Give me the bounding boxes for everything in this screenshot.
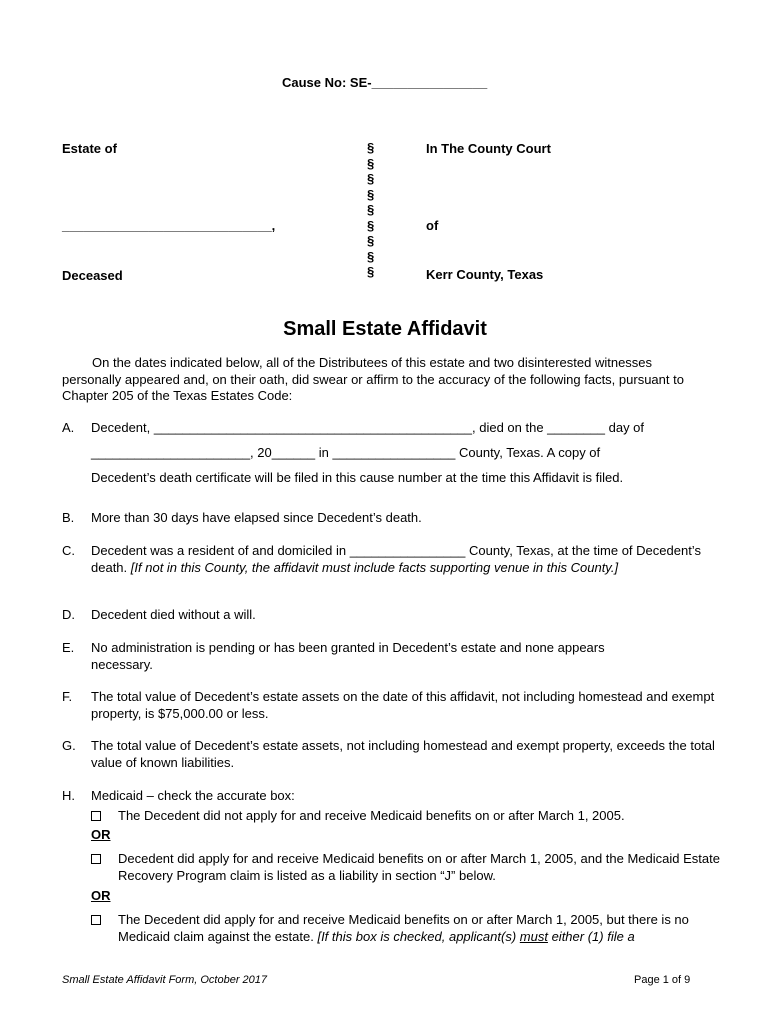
checkbox-icon[interactable]: [91, 854, 101, 864]
item-g-text: The total value of Decedent’s estate assets, not including homestead and exempt property, exceeds the total value of known liabilities.: [91, 738, 715, 770]
decedent-name-blank: _____________________________,: [62, 218, 276, 233]
item-letter: A.: [62, 420, 75, 435]
checkbox-icon[interactable]: [91, 811, 101, 821]
court-label: In The County Court: [426, 141, 551, 156]
section-symbol: §: [367, 248, 375, 264]
estate-of-label: Estate of: [62, 141, 117, 156]
deceased-label: Deceased: [62, 268, 123, 283]
item-b-text: More than 30 days have elapsed since Decedent’s death.: [91, 510, 422, 525]
item-e: [62, 640, 722, 674]
option-3-body: [118, 912, 728, 945]
item-letter: B.: [62, 510, 75, 525]
item-c-body: [91, 543, 721, 576]
of-label: of: [426, 218, 439, 233]
item-letter: E.: [62, 640, 75, 655]
item-a-line-2: ______________________, 20______ in _________________ County, Texas. A copy of: [91, 445, 601, 460]
option-3-note-b: either (1) file a: [551, 928, 635, 944]
checkbox-option-3[interactable]: [91, 912, 101, 929]
footer-page-number: Page 1 of 9: [634, 974, 691, 986]
checkbox-option-2[interactable]: [91, 851, 101, 868]
item-c-text: Decedent was a resident of and domiciled in ________________ County, Texas, at the time of Decedent’s death.: [91, 543, 701, 575]
medicaid-option-3[interactable]: [91, 912, 731, 946]
footer-form-name: Small Estate Affidavit Form, October 2017: [62, 974, 268, 986]
item-a: [62, 420, 722, 490]
section-symbol-column: [367, 140, 379, 280]
item-c: [62, 543, 722, 593]
option-3-must: must: [519, 928, 548, 944]
section-symbol: §: [367, 233, 375, 248]
section-symbol: §: [367, 217, 375, 233]
section-symbol: §: [367, 155, 375, 171]
option-3-text: The Decedent did apply for and receive Medicaid benefits on or after March 1, 2005, but there is no Medicaid claim against the estate.: [118, 912, 689, 944]
section-symbol: §: [367, 202, 375, 217]
section-symbol: §: [367, 140, 375, 155]
item-f: [62, 689, 722, 723]
intro-paragraph: On the dates indicated below, all of the Distributees of this estate and two disinterested witnesses personally appeared and, on their oath, did swear or affirm to the accuracy of the following facts, pursuant to Chapter 205 of the Texas Estates Code:: [62, 355, 684, 403]
item-c-note: [If not in this County, the affidavit must include facts supporting venue in this County.]: [130, 559, 619, 575]
or-separator: OR: [91, 888, 111, 903]
item-a-line-3: Decedent’s death certificate will be filed in this cause number at the time this Affidavit is filed.: [91, 470, 624, 485]
option-1-text: The Decedent did not apply for and receive Medicaid benefits on or after March 1, 2005.: [118, 808, 625, 823]
section-symbol: §: [367, 186, 375, 202]
item-f-text: The total value of Decedent’s estate assets on the date of this affidavit, not including homestead and exempt property, is $75,000.00 or less.: [91, 689, 715, 721]
cause-number: Cause No: SE-________________: [282, 75, 488, 90]
option-3-note-a: [If this box is checked, applicant(s): [317, 928, 517, 944]
section-symbol: §: [367, 171, 375, 186]
item-a-line-1: Decedent, ____________________________________________, died on the ________ day of: [91, 420, 645, 435]
item-g: [62, 738, 722, 772]
item-b: [62, 510, 722, 528]
item-letter: H.: [62, 788, 75, 803]
medicaid-option-1[interactable]: [91, 808, 731, 826]
checkbox-option-1[interactable]: [91, 808, 101, 825]
checkbox-icon[interactable]: [91, 915, 101, 925]
item-letter: D.: [62, 607, 75, 622]
or-separator: OR: [91, 827, 111, 842]
item-letter: C.: [62, 543, 75, 558]
section-symbol: §: [367, 264, 375, 279]
medicaid-option-2[interactable]: [91, 851, 731, 885]
document-title: Small Estate Affidavit: [283, 318, 487, 340]
item-letter: G.: [62, 738, 76, 753]
item-e-text: No administration is pending or has been granted in Decedent’s estate and none appears necessary.: [91, 640, 605, 672]
item-d-text: Decedent died without a will.: [91, 607, 256, 622]
item-h-text: Medicaid – check the accurate box:: [91, 788, 295, 803]
item-h: [62, 788, 722, 806]
item-d: [62, 607, 722, 625]
county-label: Kerr County, Texas: [426, 267, 544, 282]
item-letter: F.: [62, 689, 73, 704]
option-2-text: Decedent did apply for and receive Medicaid benefits on or after March 1, 2005, and the Medicaid Estate Recovery Program claim is listed as a liability in section “J” below.: [118, 851, 720, 883]
